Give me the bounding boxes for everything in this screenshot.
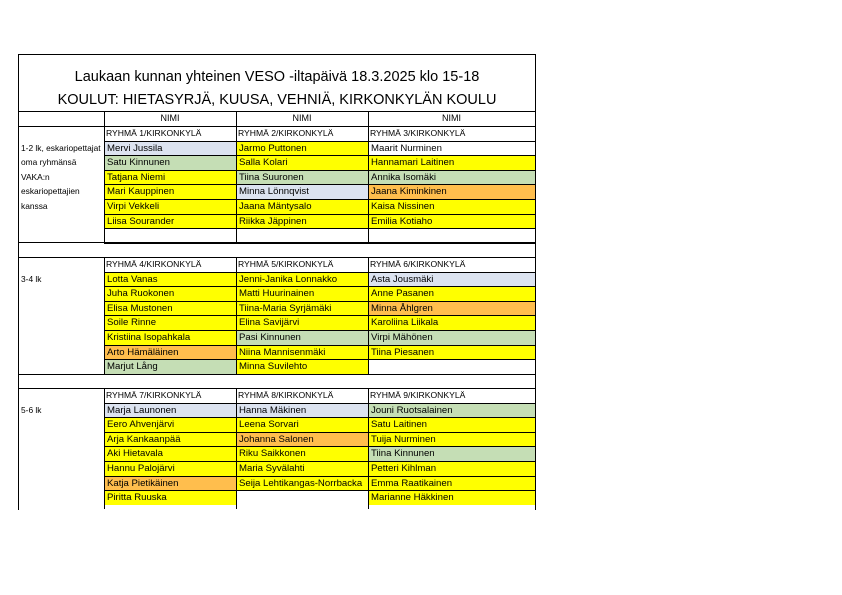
- member-name-cell: [237, 229, 368, 243]
- member-name-cell: Mari Kauppinen: [105, 185, 236, 199]
- member-name-cell: Jarmo Puttonen: [237, 142, 368, 156]
- member-name-cell: Satu Kinnunen: [105, 156, 236, 170]
- section-label: 3-4 lk: [21, 273, 42, 284]
- member-name-cell: Liisa Sourander: [105, 215, 236, 229]
- member-name-cell: Tiina-Maria Syrjämäki: [237, 302, 368, 316]
- member-name-cell: Karoliina Liikala: [369, 316, 535, 330]
- member-name-cell: Annika Isomäki: [369, 171, 535, 185]
- member-name-cell: Kaisa Nissinen: [369, 200, 535, 214]
- group-header: RYHMÄ 1/KIRKONKYLÄ: [106, 128, 202, 138]
- member-name-cell: Katja Pietikäinen: [105, 477, 236, 491]
- member-name-cell: Emma Raatikainen: [369, 477, 535, 491]
- group-header: RYHMÄ 7/KIRKONKYLÄ: [106, 390, 202, 400]
- member-name-cell: Marianne Häkkinen: [369, 491, 535, 505]
- member-name-cell: Johanna Salonen: [237, 433, 368, 447]
- member-name-cell: Maarit Nurminen: [369, 142, 535, 156]
- member-name-cell: Aki Hietavala: [105, 447, 236, 461]
- member-name-cell: Leena Sorvari: [237, 418, 368, 432]
- member-name-cell: Tatjana Niemi: [105, 171, 236, 185]
- member-name-cell: Hannu Palojärvi: [105, 462, 236, 476]
- group-header: RYHMÄ 5/KIRKONKYLÄ: [238, 259, 334, 269]
- member-name-cell: Elisa Mustonen: [105, 302, 236, 316]
- member-name-cell: Virpi Mähönen: [369, 331, 535, 345]
- member-name-cell: Jaana Kiminkinen: [369, 185, 535, 199]
- group-header: RYHMÄ 8/KIRKONKYLÄ: [238, 390, 334, 400]
- group-header: RYHMÄ 2/KIRKONKYLÄ: [238, 128, 334, 138]
- member-name-cell: [105, 229, 236, 243]
- member-name-cell: Mervi Jussila: [105, 142, 236, 156]
- member-name-cell: Minna Lönnqvist: [237, 185, 368, 199]
- member-name-cell: Juha Ruokonen: [105, 287, 236, 301]
- member-name-cell: Arja Kankaanpää: [105, 433, 236, 447]
- member-name-cell: Matti Huurinainen: [237, 287, 368, 301]
- member-name-cell: Seija Lehtikangas-Norrbacka: [237, 477, 368, 491]
- member-name-cell: Elina Savijärvi: [237, 316, 368, 330]
- member-name-cell: Maria Syvälahti: [237, 462, 368, 476]
- member-name-cell: Riikka Jäppinen: [237, 215, 368, 229]
- member-name-cell: Marja Launonen: [105, 404, 236, 418]
- section-label: 1-2 lk, eskariopettajat oma ryhmänsä VAKA:n eskariopettajien kanssa: [21, 142, 101, 211]
- member-name-cell: [105, 244, 236, 258]
- member-name-cell: Riku Saikkonen: [237, 447, 368, 461]
- member-name-cell: Asta Jousmäki: [369, 273, 535, 287]
- column-header-nimi: NIMI: [292, 113, 312, 123]
- member-name-cell: [237, 491, 368, 505]
- member-name-cell: Jouni Ruotsalainen: [369, 404, 535, 418]
- member-name-cell: Minna Åhlgren: [369, 302, 535, 316]
- member-name-cell: Anne Pasanen: [369, 287, 535, 301]
- member-name-cell: Piritta Ruuska: [105, 491, 236, 505]
- member-name-cell: Marjut Lång: [105, 360, 236, 374]
- member-name-cell: Soile Rinne: [105, 316, 236, 330]
- member-name-cell: Tiina Kinnunen: [369, 447, 535, 461]
- column-header-nimi: NIMI: [160, 113, 180, 123]
- member-name-cell: [369, 229, 535, 243]
- member-name-cell: Emilia Kotiaho: [369, 215, 535, 229]
- member-name-cell: [237, 244, 368, 258]
- column-header-nimi: NIMI: [442, 113, 461, 123]
- member-name-cell: Hannamari Laitinen: [369, 156, 535, 170]
- member-name-cell: Kristiina Isopahkala: [105, 331, 236, 345]
- member-name-cell: Salla Kolari: [237, 156, 368, 170]
- group-header: RYHMÄ 3/KIRKONKYLÄ: [370, 128, 466, 138]
- sheet-title-line-2: KOULUT: HIETASYRJÄ, KUUSA, VEHNIÄ, KIRKONKYLÄN KOULU: [57, 92, 497, 108]
- group-header: RYHMÄ 6/KIRKONKYLÄ: [370, 259, 466, 269]
- member-name-cell: Pasi Kinnunen: [237, 331, 368, 345]
- group-header: RYHMÄ 9/KIRKONKYLÄ: [370, 390, 466, 400]
- member-name-cell: Petteri Kihlman: [369, 462, 535, 476]
- member-name-cell: Niina Mannisenmäki: [237, 346, 368, 360]
- member-name-cell: Tiina Suuronen: [237, 171, 368, 185]
- member-name-cell: Virpi Vekkeli: [105, 200, 236, 214]
- member-name-cell: Tuija Nurminen: [369, 433, 535, 447]
- member-name-cell: Jenni-Janika Lonnakko: [237, 273, 368, 287]
- member-name-cell: Arto Hämäläinen: [105, 346, 236, 360]
- group-header: RYHMÄ 4/KIRKONKYLÄ: [106, 259, 202, 269]
- member-name-cell: Hanna Mäkinen: [237, 404, 368, 418]
- member-name-cell: [369, 360, 535, 374]
- member-name-cell: Satu Laitinen: [369, 418, 535, 432]
- sheet-title-line-1: Laukaan kunnan yhteinen VESO -iltapäivä 18.3.2025 klo 15-18: [74, 69, 480, 85]
- veso-sheet: [18, 54, 536, 510]
- member-name-cell: [369, 244, 535, 258]
- member-name-cell: Eero Ahvenjärvi: [105, 418, 236, 432]
- section-label: 5-6 lk: [21, 404, 42, 415]
- member-name-cell: Minna Suvilehto: [237, 360, 368, 374]
- member-name-cell: Lotta Vanas: [105, 273, 236, 287]
- member-name-cell: Tiina Piesanen: [369, 346, 535, 360]
- member-name-cell: Jaana Mäntysalo: [237, 200, 368, 214]
